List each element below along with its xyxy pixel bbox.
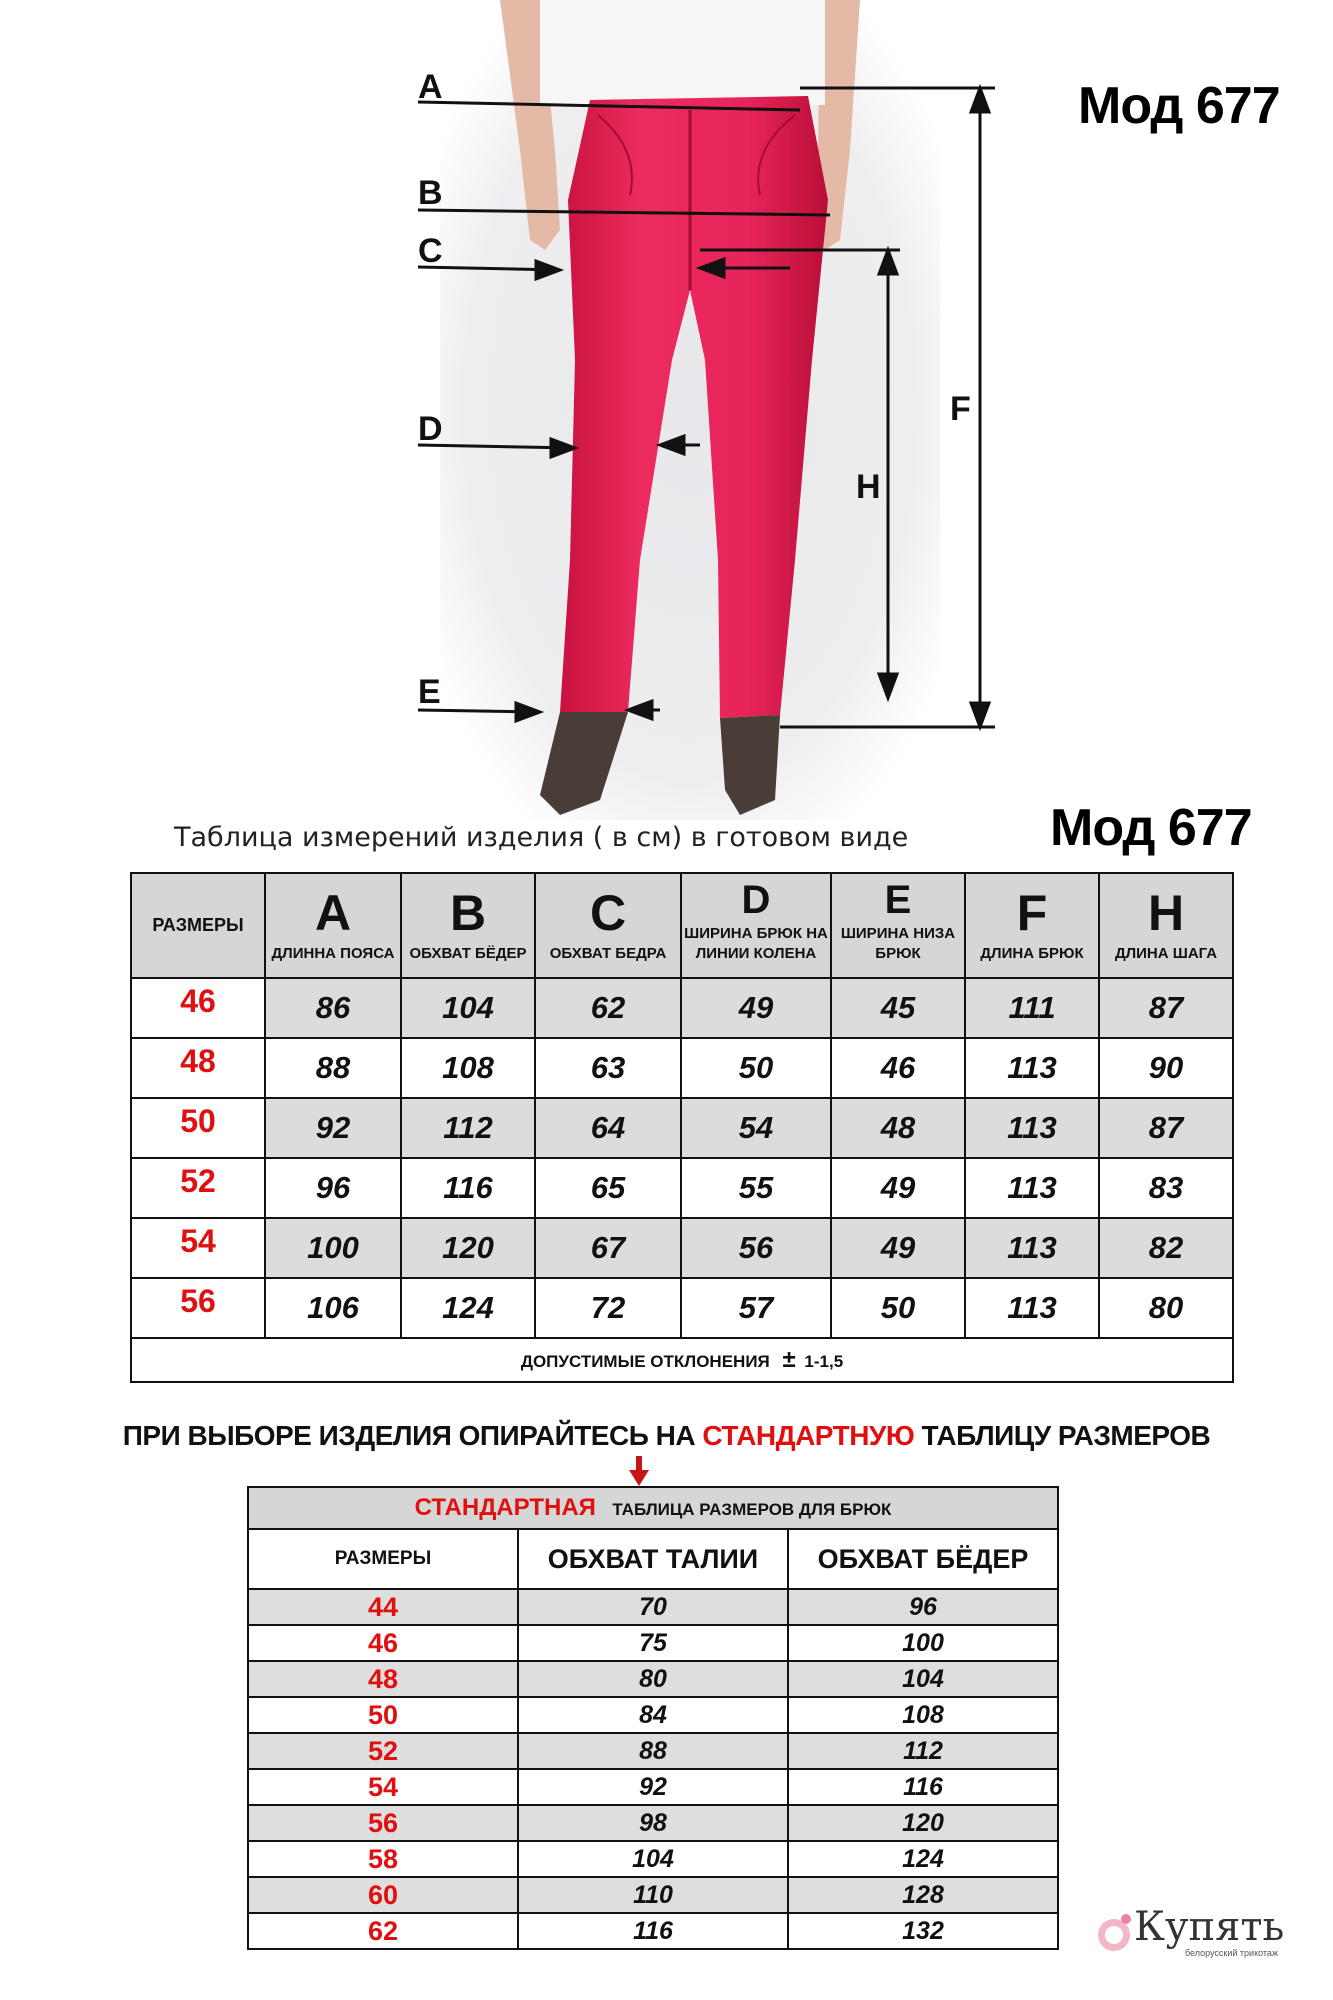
size-advice [0,1420,1333,1452]
waist-cell: 88 [518,1733,788,1769]
col-header-f: F ДЛИНА БРЮК [965,873,1099,978]
value-cell: 62 [535,978,681,1038]
table-row [248,1769,1058,1805]
value-cell: 83 [1099,1158,1233,1218]
standard-table-title [248,1487,1058,1529]
waist-cell: 98 [518,1805,788,1841]
table-row [248,1589,1058,1625]
label-e: E [418,673,441,711]
advice-highlight: СТАНДАРТНУЮ [702,1420,915,1451]
label-h: H [856,468,881,506]
value-cell: 120 [401,1218,535,1278]
value-cell: 124 [401,1278,535,1338]
hips-cell: 104 [788,1661,1058,1697]
col-header-hips: ОБХВАТ БЁДЕР [788,1529,1058,1589]
value-cell: 87 [1099,978,1233,1038]
table-row [131,1278,1233,1338]
model-title: Мод 677 [1078,77,1280,135]
value-cell: 113 [965,1218,1099,1278]
size-cell: 44 [248,1589,518,1625]
value-cell: 113 [965,1158,1099,1218]
value-cell: 106 [265,1278,401,1338]
tolerance-value: 1-1,5 [804,1352,844,1371]
table-caption: Таблица измерений изделия ( в см) в готовом виде [174,822,909,853]
standard-size-table [247,1486,1059,1950]
waist-cell: 104 [518,1841,788,1877]
hips-cell: 112 [788,1733,1058,1769]
table-row [248,1877,1058,1913]
value-cell: 90 [1099,1038,1233,1098]
value-cell: 48 [831,1098,965,1158]
value-cell: 67 [535,1218,681,1278]
value-cell: 112 [401,1098,535,1158]
table-row [131,1158,1233,1218]
value-cell: 96 [265,1158,401,1218]
table-row [131,978,1233,1038]
table-row [131,1218,1233,1278]
waist-cell: 70 [518,1589,788,1625]
value-cell: 72 [535,1278,681,1338]
value-cell: 50 [831,1278,965,1338]
size-cell: 52 [248,1733,518,1769]
value-cell: 92 [265,1098,401,1158]
value-cell: 57 [681,1278,831,1338]
col-header-a: A ДЛИННА ПОЯСА [265,873,401,978]
value-cell: 111 [965,978,1099,1038]
waist-cell: 110 [518,1877,788,1913]
col-header-d: D ШИРИНА БРЮК НА ЛИНИИ КОЛЕНА [681,873,831,978]
table-row [248,1805,1058,1841]
model-title-table: Мод 677 [1050,799,1252,857]
waist-cell: 75 [518,1625,788,1661]
size-cell: 54 [248,1769,518,1805]
value-cell: 63 [535,1038,681,1098]
value-cell: 80 [1099,1278,1233,1338]
col-header-waist: ОБХВАТ ТАЛИИ [518,1529,788,1589]
size-cell: 50 [131,1098,265,1158]
table-row [248,1697,1058,1733]
table-row [248,1913,1058,1949]
value-cell: 104 [401,978,535,1038]
value-cell: 45 [831,978,965,1038]
label-c: C [418,232,443,270]
value-cell: 55 [681,1158,831,1218]
table-row [248,1733,1058,1769]
value-cell: 88 [265,1038,401,1098]
hips-cell: 120 [788,1805,1058,1841]
value-cell: 46 [831,1038,965,1098]
tolerance-label: ДОПУСТИМЫЕ ОТКЛОНЕНИЯ [520,1352,770,1371]
table-row [131,1098,1233,1158]
hips-cell: 100 [788,1625,1058,1661]
size-cell: 62 [248,1913,518,1949]
table-row [248,1841,1058,1877]
size-cell: 52 [131,1158,265,1218]
size-cell: 50 [248,1697,518,1733]
title-highlight: СТАНДАРТНАЯ [414,1494,596,1521]
brand-name: Купять [1134,1904,1285,1950]
hips-cell: 116 [788,1769,1058,1805]
arrow-down-icon [629,1456,649,1486]
value-cell: 50 [681,1038,831,1098]
size-cell: 58 [248,1841,518,1877]
value-cell: 108 [401,1038,535,1098]
value-cell: 82 [1099,1218,1233,1278]
col-header-h: H ДЛИНА ШАГА [1099,873,1233,978]
value-cell: 100 [265,1218,401,1278]
plus-minus-sign: ± [782,1346,796,1373]
value-cell: 49 [681,978,831,1038]
size-cell: 54 [131,1218,265,1278]
value-cell: 49 [831,1158,965,1218]
waist-cell: 84 [518,1697,788,1733]
waist-cell: 80 [518,1661,788,1697]
size-cell: 60 [248,1877,518,1913]
value-cell: 113 [965,1098,1099,1158]
top-shirt [540,0,825,105]
waist-cell: 92 [518,1769,788,1805]
table-row [248,1661,1058,1697]
brand-tagline: белорусский трикотаж [1185,1948,1278,1958]
value-cell: 87 [1099,1098,1233,1158]
tolerance-note [131,1338,1233,1382]
label-d: D [418,410,443,448]
size-cell: 56 [248,1805,518,1841]
col-header-b: B ОБХВАТ БЁДЕР [401,873,535,978]
value-cell: 49 [831,1218,965,1278]
value-cell: 86 [265,978,401,1038]
table-row [131,1038,1233,1098]
title-text: ТАБЛИЦА РАЗМЕРОВ ДЛЯ БРЮК [612,1500,892,1519]
hips-cell: 124 [788,1841,1058,1877]
hips-cell: 96 [788,1589,1058,1625]
value-cell: 116 [401,1158,535,1218]
size-cell: 48 [248,1661,518,1697]
col-header-c: C ОБХВАТ БЕДРА [535,873,681,978]
table-row [248,1625,1058,1661]
advice-text-end: ТАБЛИЦУ РАЗМЕРОВ [921,1420,1211,1451]
hips-cell: 128 [788,1877,1058,1913]
col-header-sizes: РАЗМЕРЫ [248,1529,518,1589]
waist-cell: 116 [518,1913,788,1949]
label-a: A [418,68,443,106]
label-f: F [950,390,971,428]
size-cell: 48 [131,1038,265,1098]
size-cell: 46 [248,1625,518,1661]
label-b: B [418,174,443,212]
value-cell: 65 [535,1158,681,1218]
measurement-table [130,872,1234,1383]
hips-cell: 132 [788,1913,1058,1949]
value-cell: 113 [965,1278,1099,1338]
value-cell: 54 [681,1098,831,1158]
value-cell: 64 [535,1098,681,1158]
size-cell: 46 [131,978,265,1038]
sizes-header: РАЗМЕРЫ [131,873,265,978]
advice-text: ПРИ ВЫБОРЕ ИЗДЕЛИЯ ОПИРАЙТЕСЬ НА [122,1420,696,1451]
value-cell: 56 [681,1218,831,1278]
hips-cell: 108 [788,1697,1058,1733]
col-header-e: E ШИРИНА НИЗА БРЮК [831,873,965,978]
size-cell: 56 [131,1278,265,1338]
value-cell: 113 [965,1038,1099,1098]
